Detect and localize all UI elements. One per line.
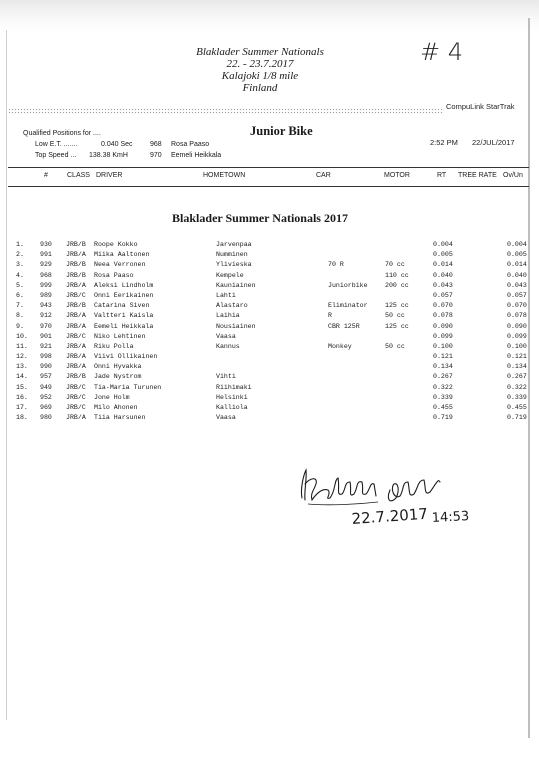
result-reaction-time: 0.455: [433, 404, 453, 411]
result-over-under: 0.014: [507, 261, 527, 269]
result-reaction-time: 0.134: [433, 363, 453, 371]
result-hometown: Kannus: [216, 342, 240, 350]
result-over-under: 0.090: [507, 322, 527, 330]
top-speed-label: Top Speed ...: [35, 152, 77, 159]
result-position: 1.: [16, 241, 24, 248]
table-row: [0, 250, 539, 260]
header-line4: Finland: [242, 82, 278, 94]
result-car-number: 921: [40, 342, 52, 350]
result-hometown: Kauniainen: [216, 281, 256, 289]
system-name: CompuLink StarTrak: [446, 102, 515, 111]
result-over-under: 0.099: [507, 332, 527, 340]
result-driver: Tia-Maria Turunen: [94, 383, 162, 391]
result-reaction-time: 0.339: [433, 393, 453, 401]
result-driver: Neea Verronen: [94, 261, 146, 269]
result-car-number: 930: [40, 241, 52, 248]
result-reaction-time: 0.099: [433, 332, 453, 340]
result-car: CBR 125R: [328, 322, 360, 330]
header-rule-top: [8, 167, 529, 168]
result-class: JRB/C: [66, 383, 86, 391]
table-row: [0, 281, 539, 291]
result-class: JRB/B: [66, 373, 86, 381]
result-position: 8.: [16, 312, 24, 320]
result-car-number: 943: [40, 302, 52, 310]
low-et-value: 0.040 Sec: [101, 141, 133, 148]
col-rt: RT: [437, 172, 447, 179]
result-position: 15.: [16, 383, 28, 391]
table-row: [0, 393, 539, 403]
result-position: 2.: [16, 251, 24, 259]
result-car-number: 989: [40, 291, 52, 299]
result-position: 10.: [16, 332, 28, 340]
result-class: JRB/A: [66, 342, 86, 350]
result-class: JRB/A: [66, 251, 86, 259]
result-reaction-time: 0.267: [433, 373, 453, 381]
result-car-number: 990: [40, 363, 52, 371]
header-rule-bottom: [8, 186, 529, 187]
event-header: [150, 46, 370, 94]
result-car-number: 929: [40, 261, 52, 269]
result-reaction-time: 0.014: [433, 261, 453, 269]
result-car-number: 901: [40, 332, 52, 340]
result-hometown: Numminen: [216, 251, 248, 259]
result-driver: Viivi Ollikainen: [94, 353, 158, 361]
result-car: 70 R: [328, 261, 344, 269]
result-hometown: Kalliola: [216, 404, 248, 411]
top-speed-value: 138.38 KmH: [89, 152, 128, 159]
result-reaction-time: 0.322: [433, 383, 453, 391]
table-row: [0, 383, 539, 393]
header-line1: Blaklader Summer Nationals: [196, 46, 324, 58]
result-class: JRB/B: [66, 241, 86, 248]
result-hometown: Laihia: [216, 312, 240, 320]
result-car-number: 968: [40, 271, 52, 279]
col-motor: MOTOR: [384, 172, 410, 179]
result-hometown: Vaasa: [216, 414, 236, 422]
result-driver: Valtteri Kaisla: [94, 312, 154, 320]
result-driver: Tiia Harsunen: [94, 414, 146, 422]
result-motor: 200 cc: [385, 281, 409, 289]
table-row: [0, 291, 539, 301]
result-hometown: Kempele: [216, 271, 244, 279]
result-driver: Aleksi Lindholm: [94, 281, 154, 289]
result-class: JRB/A: [66, 322, 86, 330]
result-over-under: 0.719: [507, 414, 527, 422]
result-over-under: 0.339: [507, 393, 527, 401]
result-car-number: 912: [40, 312, 52, 320]
result-position: 12.: [16, 353, 28, 361]
result-motor: 50 cc: [385, 312, 405, 320]
result-car-number: 952: [40, 393, 52, 401]
result-motor: 110 cc: [385, 271, 409, 279]
result-class: JRB/A: [66, 363, 86, 371]
result-reaction-time: 0.043: [433, 281, 453, 289]
result-reaction-time: 0.057: [433, 291, 453, 299]
low-et-label: Low E.T. .......: [35, 141, 78, 148]
table-row: [0, 372, 539, 382]
print-time: 2:52 PM: [430, 138, 458, 147]
low-et-name: Rosa Paaso: [171, 141, 210, 148]
table-row: [0, 362, 539, 372]
result-hometown: Lahti: [216, 291, 236, 299]
race-title: Blaklader Summer Nationals 2017: [172, 211, 348, 225]
result-over-under: 0.057: [507, 291, 527, 299]
table-row: [0, 403, 539, 413]
result-over-under: 0.121: [507, 353, 527, 361]
result-class: JRB/C: [66, 404, 86, 411]
result-hometown: Alastaro: [216, 302, 248, 310]
result-driver: Milo Ahonen: [94, 404, 138, 411]
result-position: 7.: [16, 302, 24, 310]
qualified-label: Qualified Positions for ....: [23, 130, 101, 137]
result-class: JRB/B: [66, 271, 86, 279]
result-hometown: Vaasa: [216, 332, 236, 340]
result-class: JRB/B: [66, 302, 86, 310]
result-motor: 70 cc: [385, 261, 405, 269]
results-table: [0, 240, 539, 423]
result-over-under: 0.267: [507, 373, 527, 381]
result-position: 14.: [16, 373, 28, 381]
result-driver: Catarina Siven: [94, 302, 150, 310]
result-class: JRB/B: [66, 261, 86, 269]
signature-time: 14:53: [431, 509, 470, 526]
result-car: Eliminator: [328, 302, 368, 310]
table-row: [0, 260, 539, 270]
result-hometown: Helsinki: [216, 393, 248, 401]
scan-edge-top: [0, 0, 539, 34]
result-reaction-time: 0.070: [433, 302, 453, 310]
result-car: Juniorbike: [328, 281, 368, 289]
handwritten-number: # 4: [420, 38, 464, 66]
result-driver: Miika Aaltonen: [94, 251, 150, 259]
result-hometown: Nousiainen: [216, 322, 256, 330]
result-position: 4.: [16, 271, 24, 279]
print-date: 22/JUL/2017: [472, 138, 515, 147]
result-car-number: 999: [40, 281, 52, 289]
dotted-separator: [8, 108, 444, 114]
result-car-number: 957: [40, 373, 52, 381]
result-over-under: 0.070: [507, 302, 527, 310]
top-speed-name: Eemeli Heikkala: [171, 152, 222, 159]
result-class: JRB/A: [66, 281, 86, 289]
result-reaction-time: 0.090: [433, 322, 453, 330]
result-class: JRB/A: [66, 312, 86, 320]
col-driver: DRIVER: [96, 172, 123, 179]
result-position: 17.: [16, 404, 28, 411]
header-line2: 22. - 23.7.2017: [226, 58, 294, 70]
result-over-under: 0.134: [507, 363, 527, 371]
result-over-under: 0.455: [507, 404, 527, 411]
result-position: 11.: [16, 342, 28, 350]
table-row: [0, 322, 539, 332]
result-position: 3.: [16, 261, 24, 269]
table-row: [0, 342, 539, 352]
result-car-number: 969: [40, 404, 52, 411]
result-driver: Onni Hyvakka: [94, 363, 142, 371]
table-row: [0, 271, 539, 281]
low-et-number: 968: [150, 141, 162, 148]
result-class: JRB/C: [66, 332, 86, 340]
result-reaction-time: 0.078: [433, 312, 453, 320]
result-over-under: 0.005: [507, 251, 527, 259]
result-over-under: 0.040: [507, 271, 527, 279]
result-driver: Eemeli Heikkala: [94, 322, 154, 330]
result-reaction-time: 0.100: [433, 342, 453, 350]
result-reaction-time: 0.005: [433, 251, 453, 259]
table-row: [0, 413, 539, 423]
result-motor: 125 cc: [385, 302, 409, 310]
result-car-number: 949: [40, 383, 52, 391]
header-line3: Kalajoki 1/8 mile: [221, 70, 299, 82]
result-motor: 50 cc: [385, 342, 405, 350]
result-car-number: 970: [40, 322, 52, 330]
result-hometown: Jarvenpaa: [216, 241, 252, 248]
result-class: JRB/C: [66, 291, 86, 299]
table-row: [0, 332, 539, 342]
result-driver: Riku Polla: [94, 342, 134, 350]
result-reaction-time: 0.121: [433, 353, 453, 361]
result-position: 16.: [16, 393, 28, 401]
result-position: 6.: [16, 291, 24, 299]
result-driver: Roope Kokko: [94, 241, 138, 248]
result-position: 9.: [16, 322, 24, 330]
result-over-under: 0.078: [507, 312, 527, 320]
result-driver: Jone Holm: [94, 393, 130, 401]
table-row: [0, 352, 539, 362]
table-row: [0, 301, 539, 311]
result-hometown: Ylivieska: [216, 261, 252, 269]
result-driver: Onni Eerikainen: [94, 291, 154, 299]
col-class: CLASS: [67, 172, 90, 179]
result-motor: 125 cc: [385, 322, 409, 330]
col-ov-un: Ov/Un: [503, 172, 523, 179]
table-row: [0, 240, 539, 250]
top-speed-number: 970: [150, 152, 162, 159]
result-over-under: 0.322: [507, 383, 527, 391]
result-reaction-time: 0.004: [433, 241, 453, 248]
result-position: 18.: [16, 414, 28, 422]
result-car-number: 998: [40, 353, 52, 361]
result-driver: Jade Nystrom: [94, 373, 142, 381]
result-reaction-time: 0.040: [433, 271, 453, 279]
col-hometown: HOMETOWN: [203, 172, 246, 179]
result-hometown: Riihimaki: [216, 383, 252, 391]
signature-date: 22.7.2017: [351, 504, 429, 528]
event-class-title: Junior Bike: [250, 124, 313, 138]
result-class: JRB/A: [66, 414, 86, 422]
result-car-number: 991: [40, 251, 52, 259]
result-over-under: 0.004: [507, 241, 527, 248]
result-driver: Rosa Paaso: [94, 271, 134, 279]
col-car: CAR: [316, 172, 331, 179]
result-position: 13.: [16, 363, 28, 371]
result-reaction-time: 0.719: [433, 414, 453, 422]
result-over-under: 0.100: [507, 342, 527, 350]
table-row: [0, 311, 539, 321]
result-car: R: [328, 312, 332, 320]
handwritten-signature: [290, 460, 470, 540]
col-tree-rate: TREE RATE: [458, 172, 497, 179]
result-car-number: 980: [40, 414, 52, 422]
result-driver: Niko Lehtinen: [94, 332, 146, 340]
result-over-under: 0.043: [507, 281, 527, 289]
result-hometown: Vihti: [216, 373, 236, 381]
result-position: 5.: [16, 281, 24, 289]
result-car: Monkey: [328, 342, 352, 350]
result-class: JRB/C: [66, 393, 86, 401]
col-pos: #: [44, 172, 48, 179]
result-class: JRB/A: [66, 353, 86, 361]
